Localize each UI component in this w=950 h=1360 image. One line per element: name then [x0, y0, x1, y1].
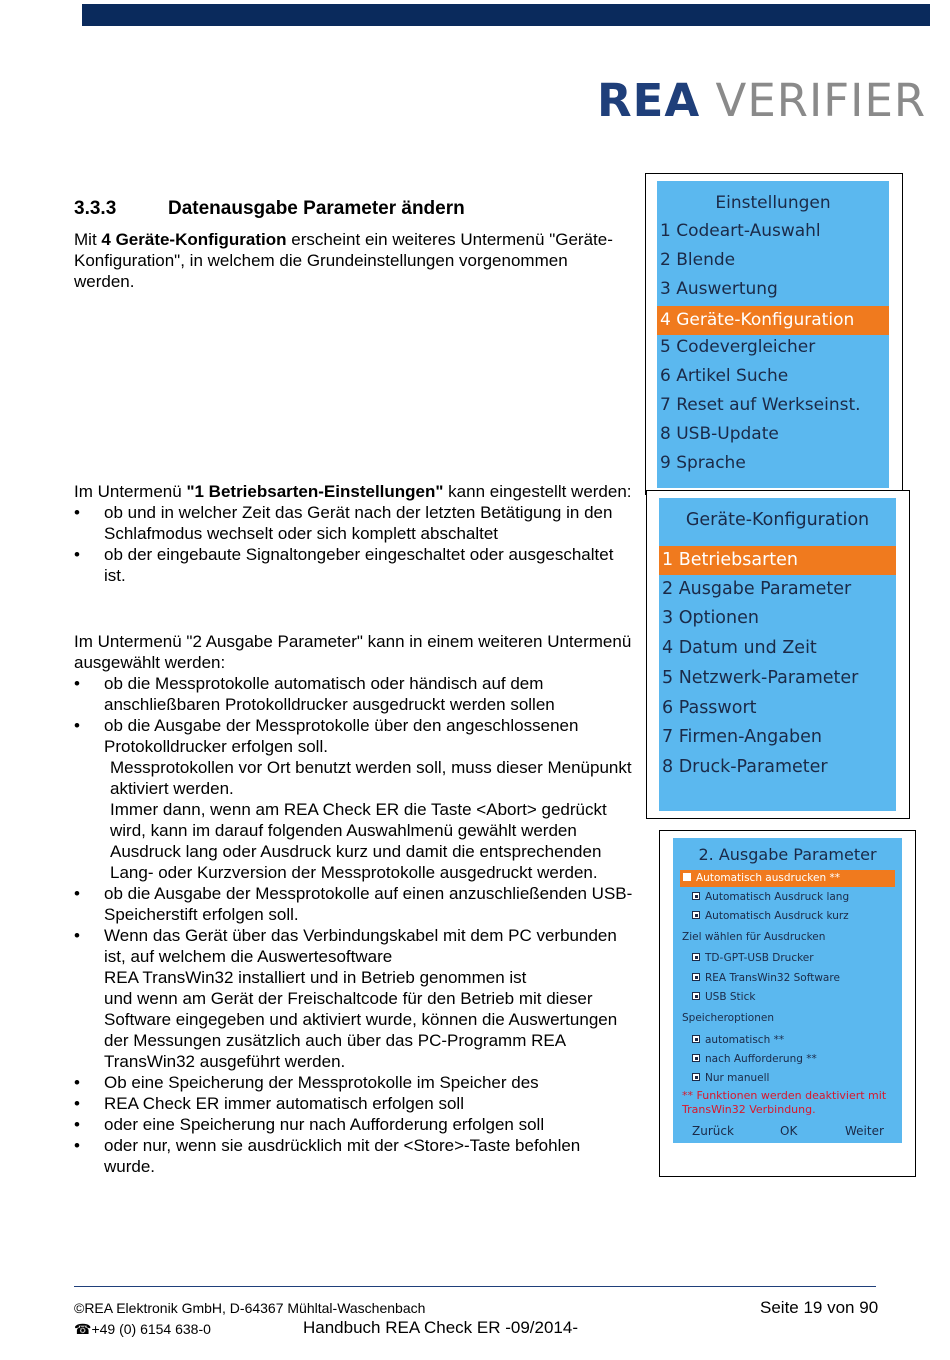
checkbox-icon	[692, 973, 700, 981]
bullet-item: • ob die Ausgabe der Messprotokolle über den angeschlossenen Protokolldrucker erfolgen soll.	[74, 715, 634, 757]
bullet-item: • ob die Messprotokolle automatisch oder händisch auf dem anschließbaren Protokolldrucker ausgedruckt werden sollen	[74, 673, 634, 715]
indented-text: REA TransWin32 installiert und in Betrieb genommen ist	[104, 968, 527, 987]
option-print-long[interactable]: Automatisch Ausdruck lang	[692, 891, 849, 903]
bullet-item: • Ob eine Speicherung der Messprotokolle im Speicher des	[74, 1072, 634, 1093]
radio-icon	[692, 1054, 700, 1062]
top-banner-bar	[82, 4, 930, 26]
bullet-item: • ob und in welcher Zeit das Gerät nach der letzten Betätigung in den Schlafmodus wechselt oder sich komplett abschaltet	[74, 502, 634, 544]
option-print-short[interactable]: Automatisch Ausdruck kurz	[692, 910, 849, 922]
operating-modes-paragraph: Im Untermenü "1 Betriebsarten-Einstellungen" kann eingestellt werden: • ob und in welcher Zeit das Gerät nach der letzten Betätigung in den Schlafmodus wechselt oder sich komplett abschaltet • ob der eingebaute Signaltongeber eingeschaltet oder ausgeschaltet ist.	[74, 481, 634, 586]
menu-item-geraete-konfiguration[interactable]: 4 Geräte-Konfiguration	[657, 306, 889, 335]
device-config-panel	[659, 498, 896, 811]
footer-divider	[74, 1286, 876, 1287]
option-usb-stick[interactable]: USB Stick	[692, 991, 755, 1003]
checkbox-icon	[692, 992, 700, 1000]
bullet-item: • ob der eingebaute Signaltongeber eingeschaltet oder ausgeschaltet ist.	[74, 544, 634, 586]
output-parameters-title: 2. Ausgabe Parameter	[698, 845, 877, 864]
bullet-item: • oder eine Speicherung nur nach Aufforderung erfolgen soll	[74, 1114, 634, 1135]
output-parameters-panel	[673, 838, 902, 1143]
settings-menu-title: Einstellungen	[715, 193, 831, 213]
menu-item-auswertung[interactable]: 3 Auswertung	[660, 279, 778, 299]
back-button[interactable]: Zurück	[692, 1124, 734, 1138]
menu-item-datum-zeit[interactable]: 4 Datum und Zeit	[662, 638, 817, 658]
radio-icon	[692, 1035, 700, 1043]
bullet-item: • oder nur, wenn sie ausdrücklich mit der <Store>-Taste befohlen wurde.	[74, 1135, 634, 1177]
section-title: Datenausgabe Parameter ändern	[168, 198, 465, 219]
settings-menu-panel	[657, 181, 889, 488]
menu-item-codevergleicher[interactable]: 5 Codevergleicher	[660, 337, 816, 357]
bullet-item: • Wenn das Gerät über das Verbindungskabel mit dem PC verbunden ist, auf welchem die Auswertesoftware	[74, 925, 634, 967]
footer-manual: Handbuch REA Check ER -09/2014-	[303, 1318, 578, 1337]
checkbox-icon	[692, 953, 700, 961]
bullet-item: • ob die Ausgabe der Messprotokolle auf einen anzuschließenden USB-Speicherstift erfolgen soll.	[74, 883, 634, 925]
menu-item-optionen[interactable]: 3 Optionen	[662, 608, 759, 628]
menu-item-artikel-suche[interactable]: 6 Artikel Suche	[660, 366, 789, 386]
option-store-manual[interactable]: Nur manuell	[692, 1072, 769, 1084]
menu-item-blende[interactable]: 2 Blende	[660, 250, 736, 270]
menu-item-sprache[interactable]: 9 Sprache	[660, 453, 746, 473]
menu-item-reset[interactable]: 7 Reset auf Werkseinst.	[660, 395, 861, 415]
rea-verifier-logo: REA VERIFIER	[597, 74, 927, 127]
footer-company: ©REA Elektronik GmbH, D-64367 Mühltal-Waschenbach	[74, 1300, 426, 1316]
menu-item-netzwerk[interactable]: 5 Netzwerk-Parameter	[662, 668, 859, 688]
menu-item-ausgabe-parameter[interactable]: 2 Ausgabe Parameter	[662, 579, 852, 599]
option-store-automatic[interactable]: automatisch **	[692, 1034, 784, 1046]
menu-item-usb-update[interactable]: 8 USB-Update	[660, 424, 779, 444]
checkbox-icon	[683, 873, 691, 881]
indented-text: und wenn am Gerät der Freischaltcode für den Betrieb mit dieser Software eingegeben und aktiviert wurde, können die Auswertungen der Messungen zusätzlich auch über das PC-Programm REA TransWin32 ausgeführt werden.	[104, 989, 618, 1071]
menu-item-firmen-angaben[interactable]: 7 Firmen-Angaben	[662, 727, 822, 747]
option-automatic-print[interactable]: Automatisch ausdrucken **	[680, 870, 895, 887]
option-td-printer[interactable]: TD-GPT-USB Drucker	[692, 952, 814, 964]
next-button[interactable]: Weiter	[845, 1124, 884, 1138]
output-parameters-paragraph: Im Untermenü "2 Ausgabe Parameter" kann in einem weiteren Untermenü ausgewählt werden: • ob die Messprotokolle automatisch oder händisch auf dem anschließbaren Protokolldrucker ausgedruckt werden sollen • ob die Ausgabe der Messprotokolle über den angeschlossenen Protokolldrucker erfolgen soll. Messprotokollen vor Ort benutzt werden soll, muss dieser Menüpunkt aktiviert werden. Immer dann, wenn am REA Check ER die Taste <Abort> gedrückt wird, kann im darauf folgenden Auswahlmenü gewählt werden Ausdruck lang oder Ausdruck kurz und damit die entsprechenden Lang- oder Kurzversion der Messprotokolle ausgedruckt werden. • ob die Ausgabe der Messprotokolle auf einen anzuschließenden USB-Speicherstift erfolgen soll. • Wenn das Gerät über das Verbindungskabel mit dem PC verbunden ist, auf welchem die Auswertesoftware REA TransWin32 installiert und in Betrieb genommen ist und wenn am Gerät der Freischaltcode für den Betrieb mit dieser Software eingegeben und aktiviert wurde, können die Auswertungen der Messungen zusätzlich auch über das PC-Programm REA TransWin32 ausgeführt werden. • Ob eine Speicherung der Messprotokolle im Speicher des • REA Check ER immer automatisch erfolgen soll • oder eine Speicherung nur nach Aufforderung erfolgen soll • oder nur, wenn sie ausdrücklich mit der <Store>-Taste befohlen wurde.	[74, 631, 634, 1177]
radio-icon	[692, 911, 700, 919]
footer-phone: ☎+49 (0) 6154 638-0	[74, 1321, 211, 1337]
section-heading	[74, 198, 465, 220]
menu-item-passwort[interactable]: 6 Passwort	[662, 698, 757, 718]
intro-paragraph: Mit 4 Geräte-Konfiguration erscheint ein weiteres Untermenü "Geräte-Konfiguration", in welchem die Grundeinstellungen vorgenommen werden.	[74, 230, 613, 291]
option-store-on-request[interactable]: nach Aufforderung **	[692, 1053, 817, 1065]
option-transwin[interactable]: REA TransWin32 Software	[692, 972, 840, 984]
menu-item-betriebsarten[interactable]: 1 Betriebsarten	[659, 546, 896, 575]
device-config-title: Geräte-Konfiguration	[685, 510, 870, 530]
bullet-item: • REA Check ER immer automatisch erfolgen soll	[74, 1093, 634, 1114]
indented-text: Immer dann, wenn am REA Check ER die Taste <Abort> gedrückt wird, kann im darauf folgenden Auswahlmenü gewählt werden Ausdruck lang oder Ausdruck kurz und damit die entsprechenden Lang- oder Kurzversion der Messprotokolle ausgedruckt werden.	[110, 800, 607, 882]
footer-page-number: Seite 19 von 90	[760, 1298, 879, 1317]
menu-item-codeart[interactable]: 1 Codeart-Auswahl	[660, 221, 821, 241]
indented-text: Messprotokollen vor Ort benutzt werden soll, muss dieser Menüpunkt aktiviert werden.	[110, 758, 632, 798]
radio-icon	[692, 892, 700, 900]
section-number: 3.3.3	[74, 198, 117, 219]
ok-button[interactable]: OK	[780, 1124, 798, 1138]
storage-section-header: Speicheroptionen	[682, 1012, 774, 1024]
target-section-header: Ziel wählen für Ausdrucken	[682, 931, 826, 943]
radio-icon	[692, 1073, 700, 1081]
menu-item-druck-parameter[interactable]: 8 Druck-Parameter	[662, 757, 828, 777]
warning-note: ** Funktionen werden deaktiviert mit TransWin32 Verbindung.	[682, 1089, 887, 1116]
